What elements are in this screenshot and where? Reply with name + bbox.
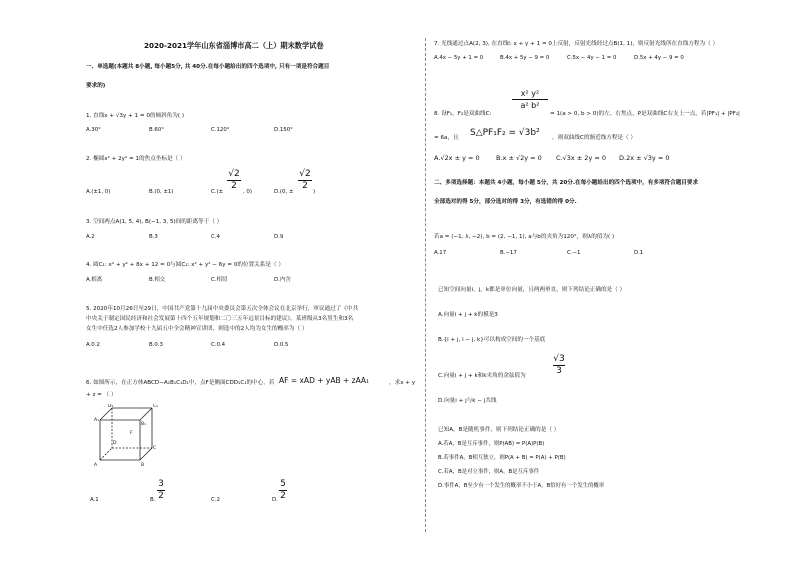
q5-text-line1: 5. 2020年10月26日至29日，中国共产党第十九届中央委员会第五次全体会议在北京举行，审议通过了《中共 xyxy=(86,306,359,312)
q11-option-d: D.事件A，B至少有一个发生的概率不小于A，B恰好有一个发生的概率 xyxy=(438,483,605,489)
section2-heading-cont: 全部选对的得 5分，部分选对的得 3分，有选错的得 0分. xyxy=(434,199,577,205)
q10-option-b: B.{i + j, i − j, k}可以构成空间的一个基底 xyxy=(438,337,546,343)
q4-option-a: A.相离 xyxy=(86,277,103,283)
q3-option-c: C.4 xyxy=(211,234,220,240)
cube-label: B₁ xyxy=(141,422,146,427)
q4-option-c: C.相切 xyxy=(211,277,228,283)
q8-hyperbola-fraction xyxy=(512,89,548,110)
q5-option-d: D.0.5 xyxy=(274,342,289,348)
cube-edge xyxy=(140,448,152,460)
q2-option-c-prefix: C.(± xyxy=(211,189,224,195)
q6-text-suffix: ，求x + y xyxy=(389,380,416,386)
q10-option-a: A.向量i + j + k的模是3 xyxy=(438,312,498,318)
q4-text: 4. 圆C₁: x² + y² + 8x + 12 = 0与圆C₂: x² + y² − 6y = 0的位置关系是（ ） xyxy=(86,262,284,268)
q8-option-d: D.2x ± √3y = 0 xyxy=(619,154,670,162)
q11-option-c: C.若A，B是对立事件，则A，B是互斥事件 xyxy=(438,469,540,475)
q5-text-line2: 中央关于制定国民经济和社会发展第十四个五年规划和二〇三五年远景目标的建议》。某班级从3名男生和3名 xyxy=(86,316,354,322)
q7-text: 7. 光线通过点A(2, 3), 在直线l: x + y + 1 = 0上反射，反射光线经过点B(1, 1)，则反射光线所在直线方程为（ ） xyxy=(434,41,719,47)
section1-heading-cont: 要求的) xyxy=(86,83,106,89)
cube-diagram xyxy=(94,404,168,470)
cube-label: C₁ xyxy=(153,404,158,409)
cube-label: F xyxy=(130,431,133,436)
q2-option-d-suffix: ) xyxy=(313,189,316,195)
q6-option-b-prefix: B. xyxy=(150,497,156,503)
fraction-denominator: 3 xyxy=(556,366,562,376)
q1-option-b: B.60° xyxy=(149,127,164,133)
q6-text-prefix: 6. 如图所示，在正方体ABCD−A₁B₁C₁D₁中，点F是侧面CDD₁C₁的中心，若 xyxy=(86,380,275,386)
q2-option-c-suffix: , 0) xyxy=(243,189,252,195)
q3-option-a: A.2 xyxy=(86,234,95,240)
exam-title: 2020-2021学年山东省淄博市高二（上）期末数学试卷 xyxy=(144,41,324,50)
q3-text: 3. 空间两点A(1, 5, 4), B(−1, 3, 5)间的距离等于（ ） xyxy=(86,219,223,225)
q8-option-a: A.√2x ± y = 0 xyxy=(434,154,480,162)
q10-option-c: C.向量i + j + k和k夹角的余弦值为 xyxy=(438,373,526,379)
q7-option-d: D.5x + 4y − 9 = 0 xyxy=(634,55,684,61)
q8-text-line1: = 1(a > 0, b > 0)的左、右焦点，P是双曲线C右支上一点，若|PF₁| + |PF₂| xyxy=(550,111,740,117)
q1-text: 1. 直线x + √3y + 1 = 0的倾斜角为( ) xyxy=(86,113,185,119)
q2-option-a: A.(±1, 0) xyxy=(86,189,111,195)
cube-label: B xyxy=(141,463,145,468)
q9-option-b: B.−17 xyxy=(500,250,517,256)
fraction-numerator: 3 xyxy=(158,479,164,489)
fraction-denominator: 2 xyxy=(231,181,237,191)
right-column xyxy=(434,0,774,562)
q9-option-a: A.17 xyxy=(434,250,447,256)
column-divider xyxy=(425,38,426,532)
q5-option-b: B.0.3 xyxy=(149,342,163,348)
cube-hidden-edge xyxy=(100,448,112,460)
section1-heading: 一、单选题(本题共 8小题, 每小题5分, 共 40分.在每小题给出的四个选项中, 只有一项是符合题目 xyxy=(86,64,330,70)
q7-option-a: A.4x − 5y + 1 = 0 xyxy=(434,55,484,61)
q8-text-prefix: 8. 设F₁，F₂是双曲线C: xyxy=(434,111,492,117)
q7-option-c: C.5x − 4y − 1 = 0 xyxy=(567,55,617,61)
q6-text-line2: + z = （ ） xyxy=(86,392,117,398)
q6-option-a: A.1 xyxy=(90,497,99,503)
q8-text-line2-suffix: ，则双曲线C的渐近线方程是（ ） xyxy=(552,135,636,141)
q5-option-c: C.0.4 xyxy=(211,342,226,348)
fraction-numerator: x² y² xyxy=(520,89,540,98)
fraction-denominator: a² b² xyxy=(520,101,540,110)
q8-area-expression: S△PF₁F₂ = √3b² xyxy=(470,128,540,138)
q1-option-d: D.150° xyxy=(274,127,293,133)
q1-option-a: A.30° xyxy=(86,127,101,133)
q9-text: 若a = (−1, λ, −2), b = (2, −1, 1), a与b的夹角为120°，则λ的值为( ) xyxy=(434,234,615,240)
q4-option-b: B.相交 xyxy=(149,277,166,283)
cube-label: D xyxy=(113,441,117,446)
section2-heading: 二、多项选择题：本题共 4小题，每小题 5分，共 20分.在每小题给出的四个选项中，有多项符合题目要求 xyxy=(434,180,699,186)
fraction-denominator: 2 xyxy=(158,491,164,501)
q6-option-d-prefix: D. xyxy=(272,497,278,503)
q4-option-d: D.内含 xyxy=(274,277,291,283)
q5-option-a: A.0.2 xyxy=(86,342,100,348)
q8-text-line2-prefix: = 6a，且 xyxy=(434,135,459,141)
q2-text: 2. 椭圆x² + 2y² = 1的焦点坐标是（ ） xyxy=(86,156,186,162)
q6-option-b-fraction xyxy=(157,480,165,501)
q10-text: 已知空间向量i，j，k都是单位向量，且两两垂直，则下列结论正确的是（ ） xyxy=(438,287,626,293)
q3-option-d: D.9 xyxy=(274,234,284,240)
cube-edge xyxy=(140,408,152,420)
fraction-numerator: √2 xyxy=(299,169,311,179)
cube-label: C xyxy=(153,446,157,451)
q3-option-b: B.3 xyxy=(149,234,158,240)
q8-option-b: B.x ± √2y = 0 xyxy=(496,154,542,162)
fraction-numerator: √2 xyxy=(228,169,240,179)
left-column xyxy=(86,0,418,562)
q6-vector-expression: AF = xAD + yAB + zAA₁ xyxy=(279,376,370,385)
q6-option-d-fraction xyxy=(279,480,287,501)
fraction-numerator: 5 xyxy=(280,479,286,489)
q9-option-c: C.−1 xyxy=(567,250,581,256)
q10-option-c-fraction xyxy=(553,355,565,376)
q10-option-d: D.向量i + j与k − j共线 xyxy=(438,398,497,404)
q1-option-c: C.120° xyxy=(211,127,230,133)
cube-label: A xyxy=(94,463,98,468)
q11-option-b: B.若事件A，B相互独立，则P(A + B) = P(A) + P(B) xyxy=(438,455,566,461)
q2-option-d-fraction xyxy=(298,170,312,191)
q2-option-c-fraction xyxy=(227,170,241,191)
q7-option-b: B.4x + 5y − 9 = 0 xyxy=(500,55,550,61)
q6-option-c: C.2 xyxy=(211,497,220,503)
q5-text-line3: 女生中任选2人参加学校十九届五中全会精神宣讲团，则选中的2人均为女生的概率为（ ） xyxy=(86,326,308,332)
q2-option-d-prefix: D.(0, ± xyxy=(274,189,294,195)
q9-option-d: D.1 xyxy=(634,250,644,256)
cube-label: A₁ xyxy=(94,418,99,423)
cube-edge xyxy=(100,408,112,420)
fraction-numerator: √3 xyxy=(553,354,565,364)
q2-option-b: B.(0, ±1) xyxy=(149,189,174,195)
q8-option-c: C.√3x ± 2y = 0 xyxy=(556,154,607,162)
fraction-denominator: 2 xyxy=(280,491,286,501)
fraction-denominator: 2 xyxy=(302,181,308,191)
q11-option-a: A.若A，B是互斥事件，则P(AB) = P(A)P(B) xyxy=(438,441,545,447)
q11-text: 已知A，B是随机事件，则下列结论正确的是（ ） xyxy=(438,427,560,433)
cube-label: D₁ xyxy=(108,404,114,409)
